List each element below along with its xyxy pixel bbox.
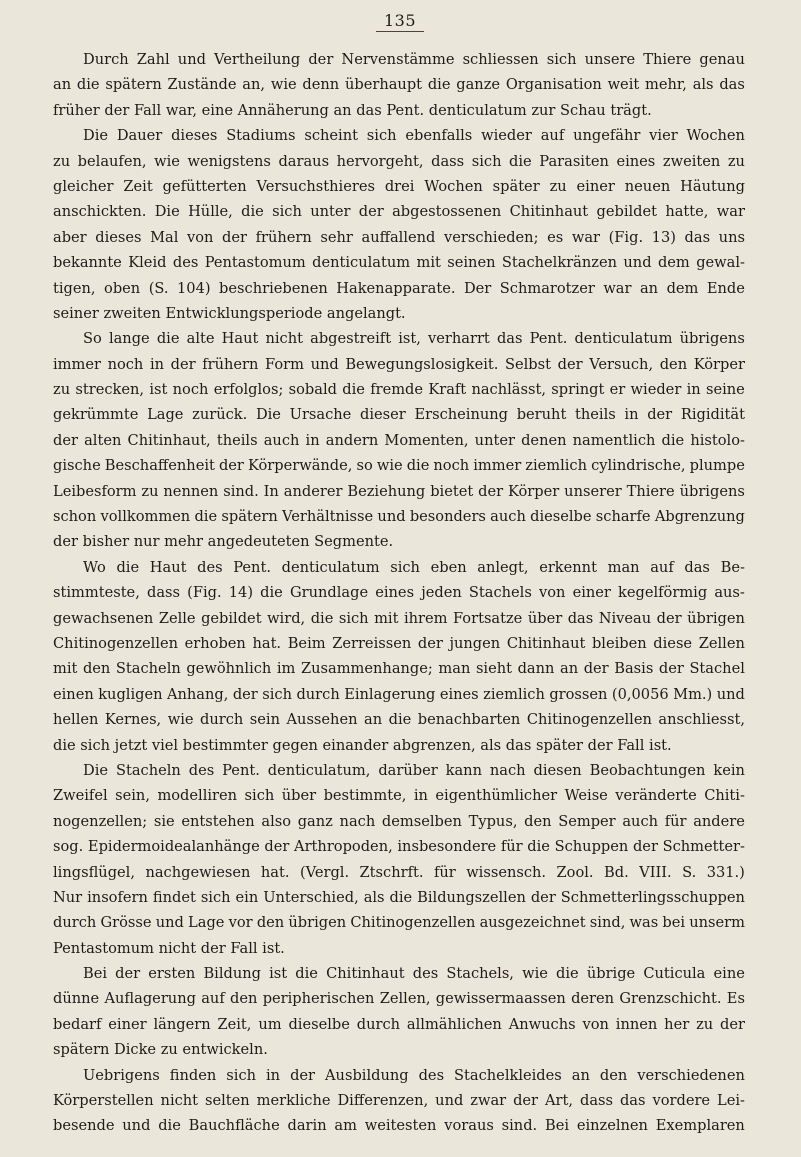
paragraph	[53, 1063, 745, 1139]
text-line: mit den Stacheln gewöhnlich im Zusammenhange; man sieht dann an der Basis der Stachel	[53, 660, 745, 678]
text-line: gleicher Zeit gefütterten Versuchsthieres drei Wochen später zu einer neuen Häutung	[53, 177, 745, 195]
text-line: gekrümmte Lage zurück. Die Ursache dieser Erscheinung beruht theils in der Rigidität	[53, 406, 745, 424]
text-line: durch Grösse und Lage vor den übrigen Chitinogenzellen ausgezeichnet sind, was bei unserm	[53, 914, 745, 932]
text-line: Pentastomum nicht der Fall ist.	[53, 939, 285, 957]
text-line: anschickten. Die Hülle, die sich unter der abgestossenen Chitinhaut gebildet hatte, war	[53, 203, 745, 221]
text-line: bekannte Kleid des Pentastomum denticulatum mit seinen Stachelkränzen und dem gewal-	[53, 254, 745, 272]
text-line: gewachsenen Zelle gebildet wird, die sich mit ihrem Fortsatze über das Niveau der übrigen	[53, 609, 745, 627]
text-line: Bei der ersten Bildung ist die Chitinhaut des Stachels, wie die übrige Cuticula eine	[83, 965, 745, 983]
text-line: Leibesform zu nennen sind. In anderer Beziehung bietet der Körper unserer Thiere übrigens	[53, 482, 745, 500]
text-line: früher der Fall war, eine Annäherung an das Pent. denticulatum zur Schau trägt.	[53, 101, 652, 119]
text-line: seiner zweiten Entwicklungsperiode angelangt.	[53, 304, 406, 322]
text-line: schon vollkommen die spätern Verhältnisse und besonders auch dieselbe scharfe Abgrenzung	[53, 508, 745, 526]
body-text	[53, 47, 745, 1139]
text-line: Zweifel sein, modelliren sich über bestimmte, in eigenthümlicher Weise veränderte Chiti-	[53, 787, 745, 805]
page-number-underline	[376, 31, 424, 32]
text-line: Körperstellen nicht selten merkliche Differenzen, und zwar der Art, dass das vordere Lei-	[53, 1092, 745, 1110]
text-line: hellen Kernes, wie durch sein Aussehen an die benachbarten Chitinogenzellen anschliesst,	[53, 711, 745, 729]
text-line: Die Dauer dieses Stadiums scheint sich ebenfalls wieder auf ungefähr vier Wochen	[83, 127, 745, 145]
text-line: Wo die Haut des Pent. denticulatum sich eben anlegt, erkennt man auf das Be-	[83, 558, 745, 576]
text-line: Die Stacheln des Pent. denticulatum, darüber kann nach diesen Beobachtungen kein	[83, 761, 745, 779]
text-line: zu strecken, ist noch erfolglos; sobald die fremde Kraft nachlässt, springt er wieder in seine	[53, 381, 745, 399]
text-line: bedarf einer längern Zeit, um dieselbe durch allmählichen Anwuchs von innen her zu der	[53, 1015, 745, 1033]
text-line: zu belaufen, wie wenigstens daraus hervorgeht, dass sich die Parasiten eines zweiten zu	[53, 152, 745, 170]
text-line: stimmteste, dass (Fig. 14) die Grundlage eines jeden Stachels von einer kegelförmig aus-	[53, 584, 745, 602]
text-line: lingsflügel, nachgewiesen hat. (Vergl. Ztschrft. für wissensch. Zool. Bd. VIII. S. 331.)	[53, 863, 745, 881]
text-line: an die spätern Zustände an, wie denn überhaupt die ganze Organisation weit mehr, als das	[53, 76, 745, 94]
page-number: 135	[383, 11, 417, 30]
text-line: Nur insofern findet sich ein Unterschied, als die Bildungszellen der Schmetterlingsschuppen	[53, 888, 745, 906]
text-line: Chitinogenzellen erhoben hat. Beim Zerreissen der jungen Chitinhaut bleiben diese Zellen	[53, 634, 745, 652]
text-line: gische Beschaffenheit der Körperwände, so wie die noch immer ziemlich cylindrische, plumpe	[53, 457, 745, 475]
text-line: einen kugligen Anhang, der sich durch Einlagerung eines ziemlich grossen (0,0056 Mm.) und	[53, 685, 745, 703]
text-line: nogenzellen; sie entstehen also ganz nach demselben Typus, den Semper auch für andere	[53, 812, 745, 830]
paragraph	[53, 123, 745, 326]
text-line: tigen, oben (S. 104) beschriebenen Hakenapparate. Der Schmarotzer war an dem Ende	[53, 279, 745, 297]
paragraph	[53, 326, 745, 555]
paragraph	[53, 758, 745, 961]
text-line: spätern Dicke zu entwickeln.	[53, 1041, 268, 1059]
text-line: Durch Zahl und Vertheilung der Nervenstämme schliessen sich unsere Thiere genau	[83, 51, 745, 68]
text-line: immer noch in der frühern Form und Bewegungslosigkeit. Selbst der Versuch, den Körper	[53, 355, 745, 373]
text-line: die sich jetzt viel bestimmter gegen einander abgrenzen, als das später der Fall ist.	[53, 736, 672, 754]
paragraph	[53, 961, 745, 1063]
text-line: der alten Chitinhaut, theils auch in andern Momenten, unter denen namentlich die histolo-	[53, 431, 745, 449]
text-line: besende und die Bauchfläche darin am weitesten voraus sind. Bei einzelnen Exemplaren	[53, 1117, 745, 1135]
text-line: Uebrigens finden sich in der Ausbildung des Stachelkleides an den verschiedenen	[83, 1066, 745, 1084]
text-line: sog. Epidermoidealanhänge der Arthropoden, insbesondere für die Schuppen der Schmetter-	[53, 838, 745, 856]
text-line: So lange die alte Haut nicht abgestreift ist, verharrt das Pent. denticulatum übrigens	[83, 330, 745, 348]
paragraph	[53, 555, 745, 758]
text-line: dünne Auflagerung auf den peripherischen Zellen, gewissermaassen deren Grenzschicht. Es	[53, 990, 745, 1008]
text-line: der bisher nur mehr angedeuteten Segmente.	[53, 533, 394, 551]
text-line: aber dieses Mal von der frühern sehr auffallend verschieden; es war (Fig. 13) das uns	[53, 228, 745, 246]
paragraph	[53, 47, 745, 123]
